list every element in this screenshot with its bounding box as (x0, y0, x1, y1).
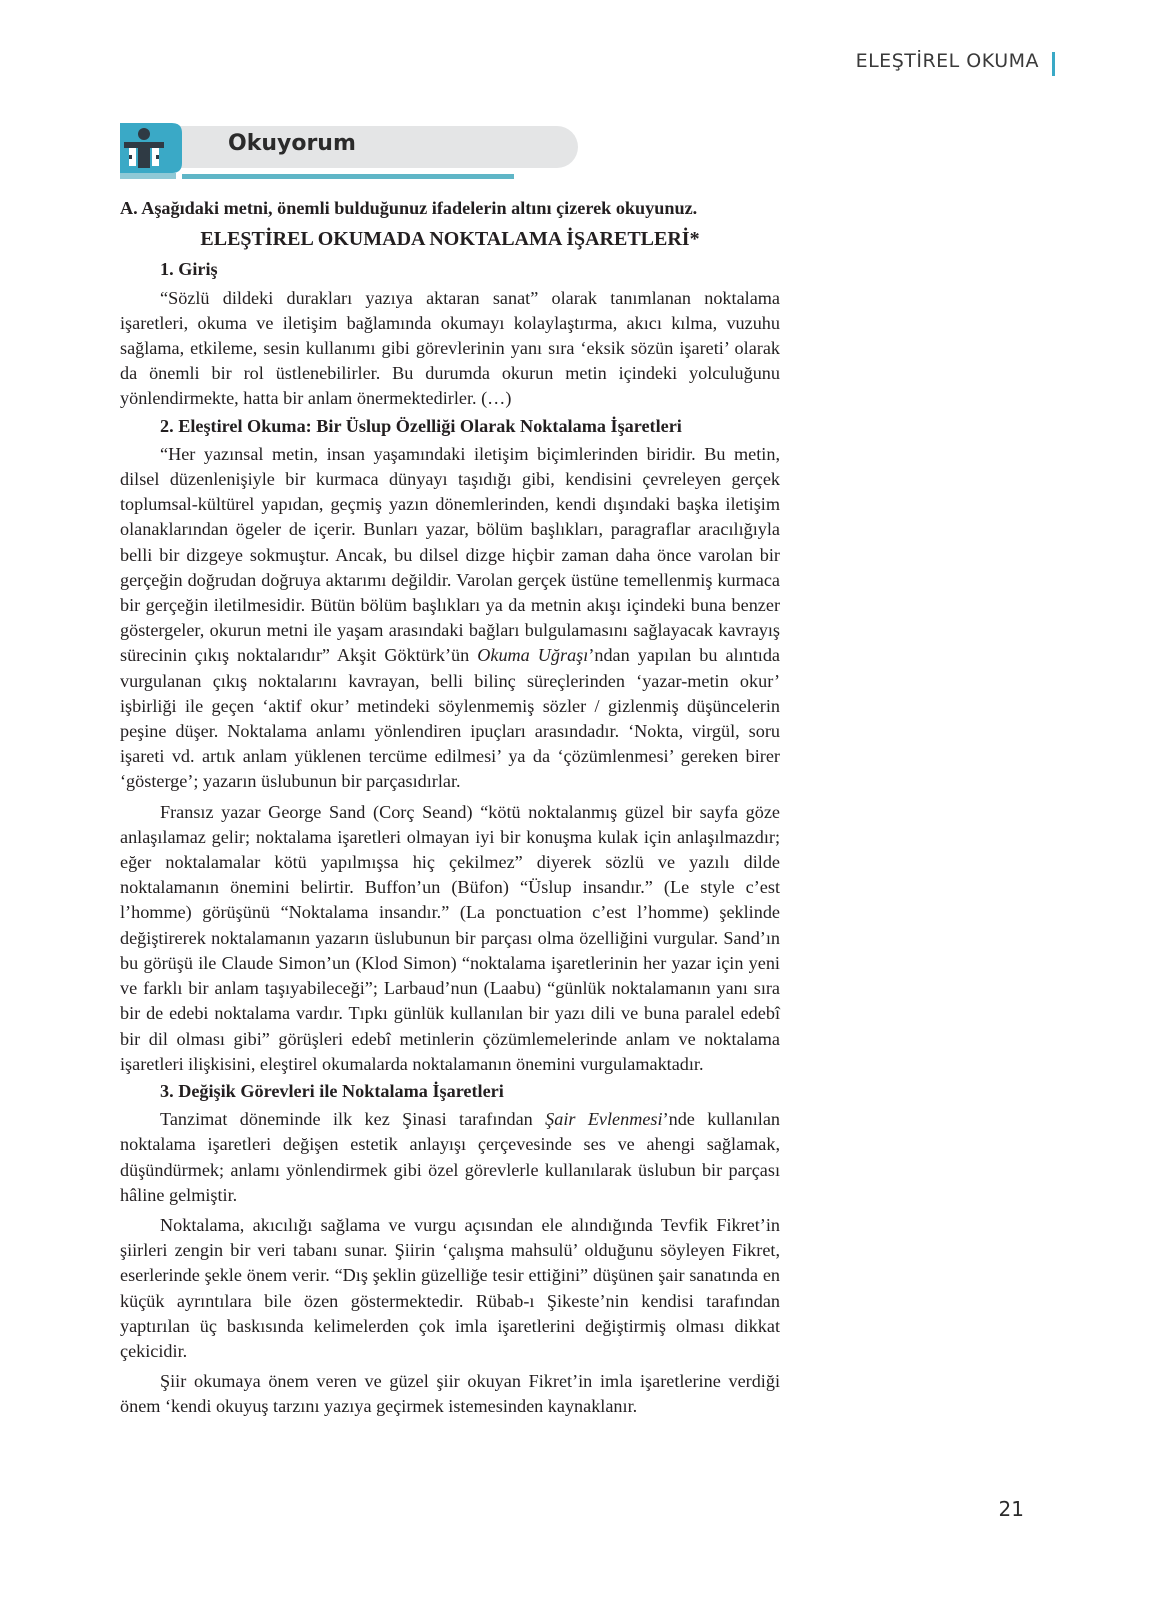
paragraph: Noktalama, akıcılığı sağlama ve vurgu açısından ele alındığında Tevfik Fikret’in şiirleri zengin bir veri tabanı sunar. Şiirin ‘çalışma mahsulü’ olduğunu söyleyen Fikret, eserlerinde şekle önem verir. “Dış şeklin güzelliğe tesir ettiğini” düşünen şair sanatında en küçük ayrıntılara bile özen göstermektedir. Rübab-ı Şikeste’nin kendisi tarafından yaptırılan üç baskısında kelimelerden çok imla işaretlerini değiştirmiş olması dikkat çekicidir. (120, 1214, 780, 1361)
reading-figure-icon (120, 123, 182, 179)
section-banner (120, 123, 578, 179)
document-title: ELEŞTİREL OKUMADA NOKTALAMA İŞARETLERİ* (200, 228, 700, 251)
paragraph: “Sözlü dildeki durakları yazıya aktaran sanat” olarak tanımlanan noktalama işaretleri, okuma ve iletişim bağlamında okumayı kolaylaştırma, akıcı kılma, vuzuhu sağlama, etkileme, sesin kullanımı gibi görevlerinin yanı sıra ‘eksik sözün işareti’ olarak da önemli bir rol üstlenebilirler. Bu durumda okurun metin içindeki yolculuğunu yönlendirmekte, hatta bir anlam önermektedirler. (…) (120, 287, 780, 409)
instruction: A. Aşağıdaki metni, önemli bulduğunuz ifadelerin altını çizerek okuyunuz. (120, 198, 698, 218)
banner-title: Okuyorum (228, 131, 356, 156)
header-accent-bar (1052, 52, 1055, 76)
play-title-italic: Şair Evlenmesi (545, 1109, 663, 1130)
section-heading-2: 2. Eleştirel Okuma: Bir Üslup Özelliği Olarak Noktalama İşaretleri (160, 415, 682, 436)
banner-underline (182, 174, 514, 179)
running-header: ELEŞTİREL OKUMA (855, 50, 1039, 72)
paragraph: “Her yazınsal metin, insan yaşamındaki iletişim biçimlerinden biridir. Bu metin, dilsel düzenlenişiyle bir kurmaca dünyayı taşıdığı gibi, kendisini çevreleyen gerçek toplumsal-kültürel yapıdan, geçmiş yazın dönemlerinden, kendi dışındaki başka iletişim olanaklarından ögeler de içerir. Bunları yazar, bölüm başlıkları, paragraflar aracılığıyla belli bir dizgeye sokmuştur. Ancak, bu dilsel dizge hiçbir zaman daha önce varolan bir gerçeğin doğrudan doğruya aktarımı değildir. Varolan gerçek üstüne temellenmiş kurmaca bir gerçeğin iletilmesidir. Bütün bölüm başlıkları ya da metnin akışı içindeki buna benzer göstergeler, okurun metni ile yaşam arasındaki bağları bulgulamasını sağlayacak kavrayış sürecinin çıkış noktalarıdır” Akşit Göktürk’ün Okuma Uğraşı’ndan yapılan bu alıntıda vurgulanan çıkış noktalarını kavrayan, belli bilinç süreçlerinden ‘yazar-metin okur’ işbirliği ile geçen ‘aktif okur’ metindeki söylenmemiş sözler / gizlenmiş düşüncelerin peşine düşer. Noktalama anlamı yönlendiren ipuçları arasındadır. ‘Nokta, virgül, soru işareti vd. artık anlam yüklenen tercüme edilmesi’ ya da ‘çözümlenmesi’ gereken birer ‘gösterge’; yazarın üslubunun bir parçasıdırlar. (120, 443, 780, 792)
section-heading-1: 1. Giriş (160, 259, 218, 280)
section-heading-3: 3. Değişik Görevleri ile Noktalama İşaretleri (160, 1080, 504, 1101)
book-title-italic: Okuma Uğraşı (477, 645, 589, 666)
paragraph: Tanzimat döneminde ilk kez Şinasi tarafından Şair Evlenmesi’nde kullanılan noktalama işaretleri değişen estetik anlayışı çerçevesinde ses ve ahengi sağlamak, düşündürmek; anlamı yönlendirmek gibi özel görevlerle kullanılarak üslubun bir parçası hâline gelmiştir. (120, 1109, 780, 1205)
paragraph: Şiir okumaya önem veren ve güzel şiir okuyan Fikret’in imla işaretlerine verdiği önem ‘kendi okuyuş tarzını yazıya geçirmek istemesinden kaynaklanır. (120, 1371, 780, 1417)
page-number: 21 (998, 1497, 1024, 1521)
page-content (120, 196, 780, 1425)
paragraph: Fransız yazar George Sand (Corç Seand) “kötü noktalanmış güzel bir sayfa göze anlaşılamaz gelir; noktalama işaretleri olmayan iyi bir konuşma kulak için anlaşılmazdır; eğer noktalamalar kötü yapılmışsa hiç çekilmez” diyerek sözlü ve yazılı dilde noktalamanın önemini belirtir. Buffon’un (Büfon) “Üslup insandır.” (Le style c’est l’homme) görüşünü “Noktalama insandır.” (La ponctuation c’est l’homme) şeklinde değiştirerek noktalamanın yazarın üslubunun bir parçası olma özelliğini vurgular. Sand’ın bu görüşü ile Claude Simon’un (Klod Simon) “noktalama işaretlerinin her yazar için yeni ve farklı bir anlam taşıyabileceği”; Larbaud’nun (Laabu) “günlük noktalamanın yanı sıra bir de edebi noktalama vardır. Tıpkı günlük kullanılan bir yazı dili ve buna paralel edebî bir dil olması gibi” görüşleri edebî metinlerin çözümlemelerinde anlam ve noktalama işaretleri ilişkisini, eleştirel okumalarda noktalamanın önemini vurgulamaktadır. (120, 801, 780, 1074)
